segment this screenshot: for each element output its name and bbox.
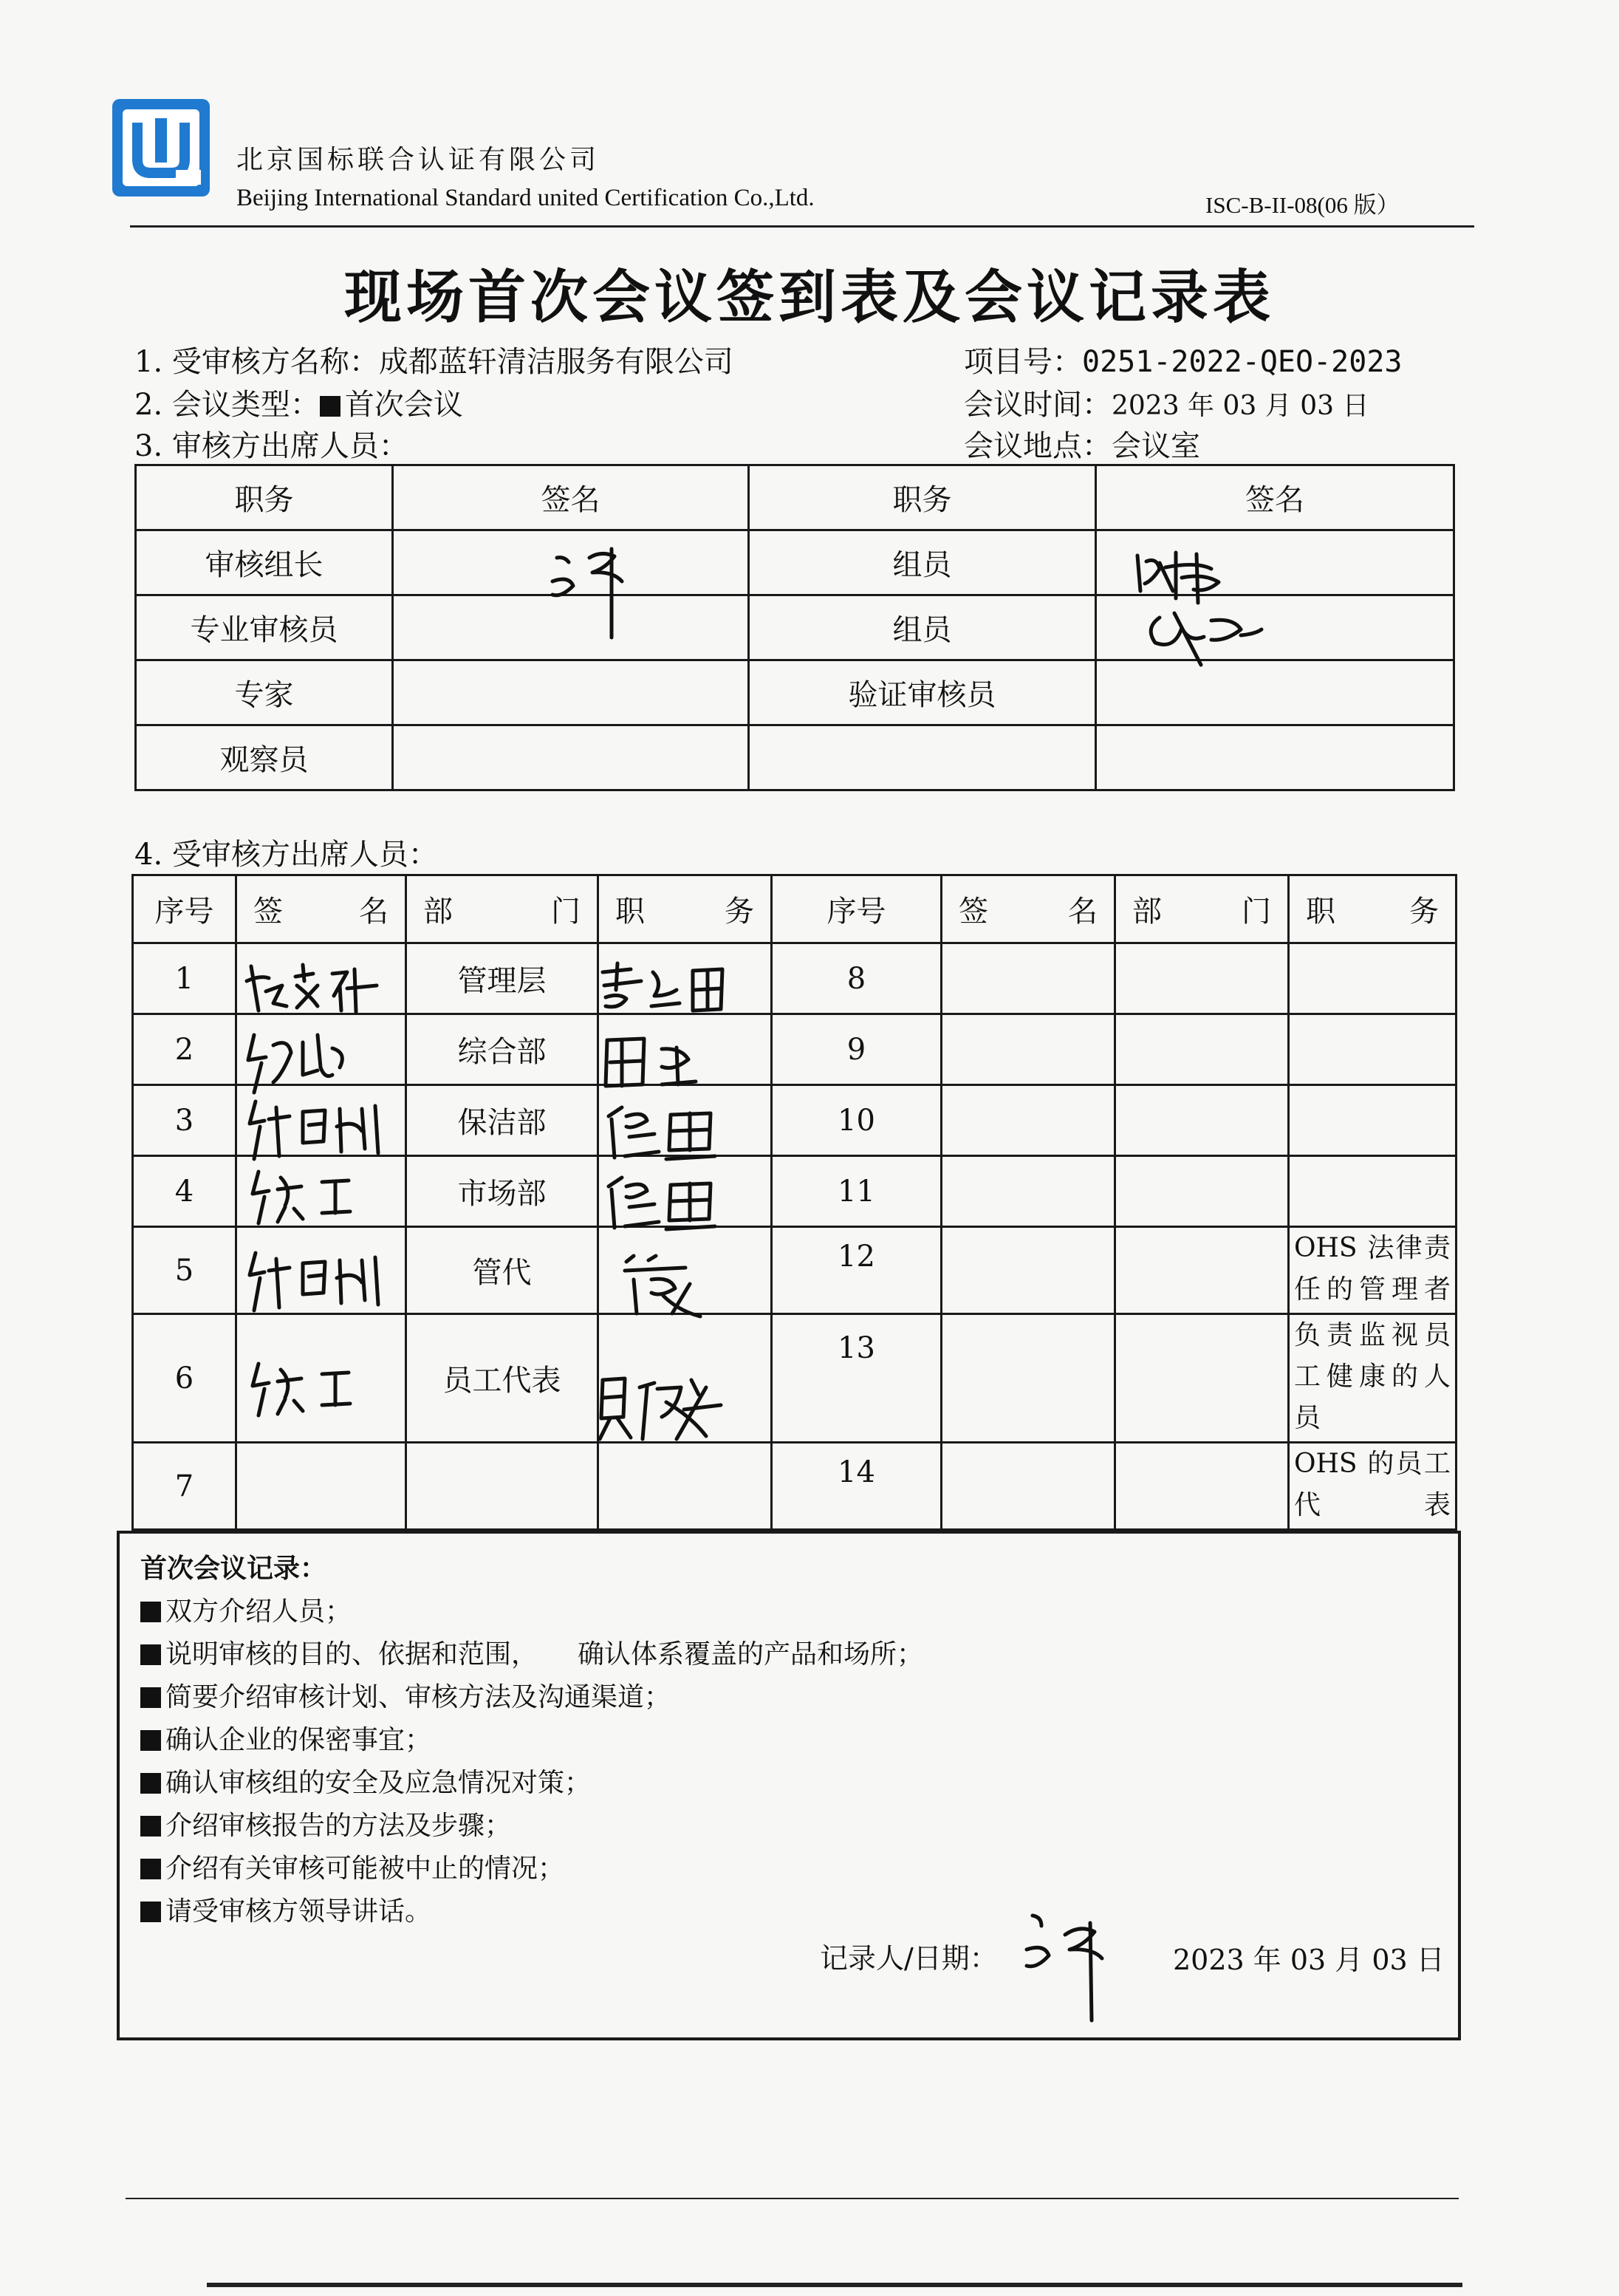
record-heading: 首次会议记录：	[140, 1554, 327, 1584]
company-name-cn: 北京国标联合认证有限公司	[236, 145, 600, 175]
table-row	[133, 1443, 1457, 1530]
header-text: 务	[1409, 895, 1439, 929]
signature-cell	[393, 660, 749, 725]
role-cell: 专业审核员	[136, 595, 393, 660]
header-text: 部	[423, 895, 453, 929]
position-note-cell: 负责监视员工健康的人员	[1289, 1314, 1457, 1443]
handwritten-signature	[619, 1254, 715, 1321]
checked-box-icon	[140, 1859, 161, 1879]
handwritten-signature	[600, 1033, 733, 1092]
seq-cell: 13	[772, 1314, 942, 1443]
header-signature	[942, 875, 1115, 943]
record-item	[140, 1762, 591, 1800]
department-cell: 综合部	[406, 1014, 598, 1085]
checked-box-icon	[140, 1644, 161, 1665]
record-item	[140, 1890, 431, 1928]
handwritten-signature	[595, 1373, 736, 1446]
table-header-row	[133, 875, 1457, 943]
meeting-time: 2023 年 03 月 03 日	[1112, 391, 1369, 421]
seq-cell: 10	[772, 1085, 942, 1156]
header-text: 务	[725, 895, 754, 929]
record-item-text: 确认企业的保密事宜；	[165, 1725, 432, 1755]
auditee-label: 1. 受审核方名称：	[134, 345, 379, 379]
signature-cell	[942, 1443, 1115, 1530]
auditee-attendees-label: 4. 受审核方出席人员：	[134, 838, 438, 872]
checked-box-icon	[140, 1687, 161, 1708]
scan-edge-line	[207, 2283, 1462, 2287]
meeting-place-label: 会议地点：	[964, 429, 1112, 463]
record-item	[140, 1719, 431, 1757]
handwritten-signature	[600, 1104, 725, 1164]
department-cell	[1115, 1156, 1289, 1227]
position-cell	[1289, 1156, 1457, 1227]
record-item	[140, 1805, 511, 1842]
signature-cell	[236, 1443, 406, 1530]
handwritten-signature	[244, 1031, 391, 1097]
meeting-place-line	[964, 423, 1200, 465]
record-item-text: 双方介绍人员；	[165, 1596, 352, 1627]
signature-cell	[942, 1156, 1115, 1227]
department-cell	[1115, 1314, 1289, 1443]
seq-cell: 8	[772, 943, 942, 1014]
seq-cell: 2	[133, 1014, 236, 1085]
checked-box-icon	[140, 1816, 161, 1837]
department-cell: 管代	[406, 1227, 598, 1314]
department-cell: 管理层	[406, 943, 598, 1014]
header-seq: 序号	[772, 875, 942, 943]
record-item	[140, 1633, 923, 1671]
role-cell: 观察员	[136, 725, 393, 790]
project-label: 项目号：	[964, 345, 1082, 379]
handwritten-signature	[244, 959, 391, 1018]
header-divider	[130, 225, 1474, 228]
checked-box-icon	[140, 1730, 161, 1751]
role-cell: 验证审核员	[749, 660, 1096, 725]
department-cell	[1115, 1443, 1289, 1530]
record-item	[140, 1848, 564, 1885]
record-item	[140, 1676, 671, 1714]
header-signature	[236, 875, 406, 943]
handwritten-signature	[1130, 547, 1285, 672]
record-item-text: 简要介绍审核计划、审核方法及沟通渠道；	[165, 1682, 671, 1712]
signature-cell	[942, 1227, 1115, 1314]
record-item-text: 请受审核方领导讲话。	[165, 1896, 432, 1927]
role-cell: 专家	[136, 660, 393, 725]
header-department	[1115, 875, 1289, 943]
department-cell	[1115, 1227, 1289, 1314]
role-cell: 组员	[749, 595, 1096, 660]
header-text: 名	[359, 895, 389, 929]
checked-box-icon	[140, 1773, 161, 1794]
meeting-type-line	[134, 381, 463, 423]
seq-cell: 9	[772, 1014, 942, 1085]
department-cell: 员工代表	[406, 1314, 598, 1443]
project-line	[964, 338, 1402, 380]
meeting-place: 会议室	[1112, 429, 1200, 463]
project-number: 0251-2022-QEO-2023	[1082, 345, 1403, 379]
department-cell: 保洁部	[406, 1085, 598, 1156]
seq-cell: 3	[133, 1085, 236, 1156]
record-date: 2023 年 03 月 03 日	[1173, 1944, 1445, 1976]
page-title: 现场首次会议签到表及会议记录表	[343, 264, 1275, 331]
handwritten-signature	[597, 960, 737, 1019]
signature-cell	[1096, 725, 1454, 790]
document-code: ISC-B-II-08(06 版）	[1205, 192, 1400, 218]
table-row	[136, 725, 1454, 790]
recorder-label: 记录人/日期：	[820, 1942, 998, 1975]
meeting-time-line	[964, 381, 1369, 423]
header-text: 签	[959, 895, 988, 929]
handwritten-signature	[600, 1175, 725, 1234]
checked-box-icon	[140, 1902, 161, 1922]
header-signature: 签名	[393, 465, 749, 530]
signature-cell	[942, 1314, 1115, 1443]
seq-cell: 7	[133, 1443, 236, 1530]
header-text: 职	[1306, 895, 1335, 929]
header-text: 部	[1132, 895, 1162, 929]
position-note-cell: OHS 法律责任的管理者	[1289, 1227, 1457, 1314]
header-text: 门	[1242, 895, 1271, 929]
record-item	[140, 1591, 352, 1628]
checked-box-icon	[320, 396, 340, 417]
department-cell	[406, 1443, 598, 1530]
position-cell	[1289, 1085, 1457, 1156]
record-item-text: 介绍有关审核可能被中止的情况；	[165, 1853, 565, 1884]
seq-cell: 6	[133, 1314, 236, 1443]
header-signature: 签名	[1096, 465, 1454, 530]
seq-cell: 11	[772, 1156, 942, 1227]
header-text: 签	[253, 895, 283, 929]
checked-box-icon	[140, 1602, 161, 1622]
role-cell	[749, 725, 1096, 790]
company-logo	[109, 96, 213, 199]
signature-cell	[942, 1085, 1115, 1156]
company-name-en: Beijing International Standard united Certification Co.,Ltd.	[236, 185, 815, 211]
seq-cell: 4	[133, 1156, 236, 1227]
header-role: 职务	[136, 465, 393, 530]
header-text: 名	[1068, 895, 1098, 929]
header-department	[406, 875, 598, 943]
signature-cell	[942, 1014, 1115, 1085]
position-note-cell: OHS 的员工代表	[1289, 1443, 1457, 1530]
record-item-text: 介绍审核报告的方法及步骤；	[165, 1811, 512, 1841]
position-cell	[1289, 943, 1457, 1014]
table-header-row	[136, 465, 1454, 530]
header-text: 职	[615, 895, 645, 929]
header-seq: 序号	[133, 875, 236, 943]
department-cell	[1115, 1085, 1289, 1156]
signature-cell	[393, 725, 749, 790]
header-position	[598, 875, 772, 943]
header-text: 门	[551, 895, 581, 929]
seq-cell: 12	[772, 1227, 942, 1314]
seq-cell: 5	[133, 1227, 236, 1314]
record-item-text: 确认审核组的安全及应急情况对策；	[165, 1768, 592, 1798]
meeting-type-label: 2. 会议类型：	[134, 388, 320, 422]
seq-cell: 14	[772, 1443, 942, 1530]
signature-cell	[942, 943, 1115, 1014]
role-cell: 审核组长	[136, 530, 393, 595]
handwritten-signature	[1019, 1910, 1130, 2028]
meeting-type: 首次会议	[344, 388, 463, 422]
handwritten-signature	[244, 1097, 406, 1164]
department-cell: 市场部	[406, 1156, 598, 1227]
auditor-attendees-label: 3. 审核方出席人员：	[134, 429, 408, 463]
position-cell	[598, 1443, 772, 1530]
department-cell	[1115, 1014, 1289, 1085]
header-position	[1289, 875, 1457, 943]
header-role: 职务	[749, 465, 1096, 530]
department-cell	[1115, 943, 1289, 1014]
position-cell	[1289, 1014, 1457, 1085]
auditee-name-line	[134, 338, 733, 380]
meeting-time-label: 会议时间：	[964, 388, 1112, 422]
footer-divider	[126, 2198, 1459, 2199]
record-item-text: 说明审核的目的、依据和范围， 确认体系覆盖的产品和场所；	[165, 1639, 924, 1670]
handwritten-signature	[248, 1359, 366, 1418]
handwritten-signature	[248, 1167, 366, 1226]
seq-cell: 1	[133, 943, 236, 1014]
handwritten-signature	[547, 543, 643, 639]
handwritten-signature	[244, 1248, 406, 1315]
auditee-name: 成都蓝轩清洁服务有限公司	[378, 345, 733, 379]
role-cell: 组员	[749, 530, 1096, 595]
